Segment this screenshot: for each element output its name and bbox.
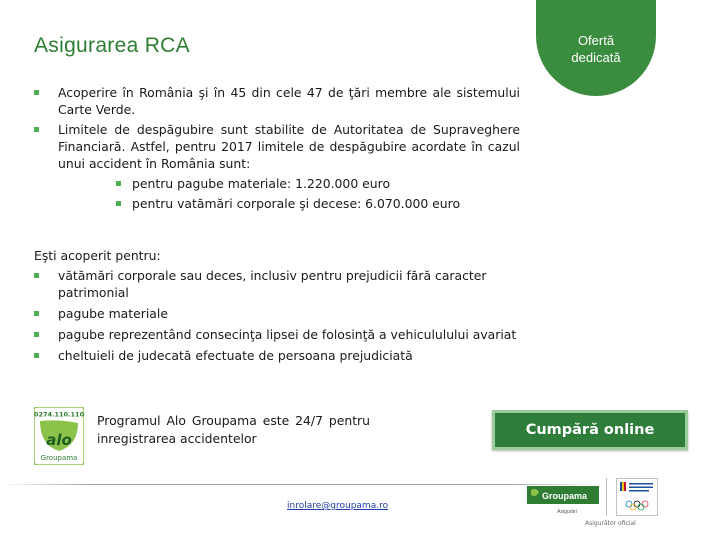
covered-item: vătămări corporale sau deces, inclusiv pentru prejudicii fără caracter patrimonial — [34, 267, 520, 301]
footer-divider — [0, 484, 600, 485]
intro-bullet-limits: Limitele de despăgubire sunt stabilite de Autoritatea de Supraveghere Financiară. Astfel, pentru 2017 limitele de despăgubire acordate în cazul unui accident în România sunt: — [34, 121, 520, 172]
program-text: Programul Alo Groupama este 24/7 pentru inregistrarea accidentelor — [97, 413, 370, 446]
offer-badge — [536, 0, 656, 96]
limit-item-bodily-text: pentru vatămări corporale şi decese: 6.070.000 euro — [132, 196, 461, 211]
page-title: Asigurarea RCA — [34, 34, 190, 57]
groupama-logo — [527, 486, 599, 516]
groupama-brand: Groupama — [542, 491, 588, 501]
groupama-sub: Asigurări — [557, 509, 577, 515]
intro-bullets — [34, 84, 520, 212]
limit-item-material — [34, 175, 520, 192]
covered-item: pagube materiale — [34, 305, 520, 322]
covered-item: pagube reprezentând consecinţa lipsei de folosinţă a vehicululului avariat — [34, 326, 520, 343]
email-link[interactable]: inrolare@groupama.ro — [287, 501, 389, 511]
covered-title: Eşti acoperit pentru: — [34, 248, 161, 263]
limit-item-bodily — [34, 195, 520, 212]
covered-item: cheltuieli de judecată efectuate de persoana prejudiciată — [34, 347, 520, 364]
footer-separator — [606, 478, 607, 516]
covered-section — [34, 247, 520, 368]
bullet-square-icon — [116, 181, 121, 186]
olympic-committee-logo — [616, 478, 658, 516]
offer-badge-line1: Ofertă — [577, 33, 615, 48]
offer-badge-line2: dedicată — [571, 50, 621, 65]
alo-sub: Groupama — [40, 454, 78, 462]
intro-bullet-coverage: Acoperire în România şi în 45 din cele 47 de ţări membre ale sistemului Carte Verde. — [34, 84, 520, 118]
partner-caption: Asigurător oficial — [585, 520, 636, 527]
alo-groupama-logo — [34, 407, 84, 465]
bullet-square-icon — [116, 201, 121, 206]
buy-online-button[interactable]: Cumpără online — [492, 410, 688, 450]
limit-item-material-text: pentru pagube materiale: 1.220.000 euro — [132, 176, 391, 191]
alo-phone: 0274.110.110 — [34, 410, 84, 419]
alo-brand: alo — [46, 431, 72, 449]
